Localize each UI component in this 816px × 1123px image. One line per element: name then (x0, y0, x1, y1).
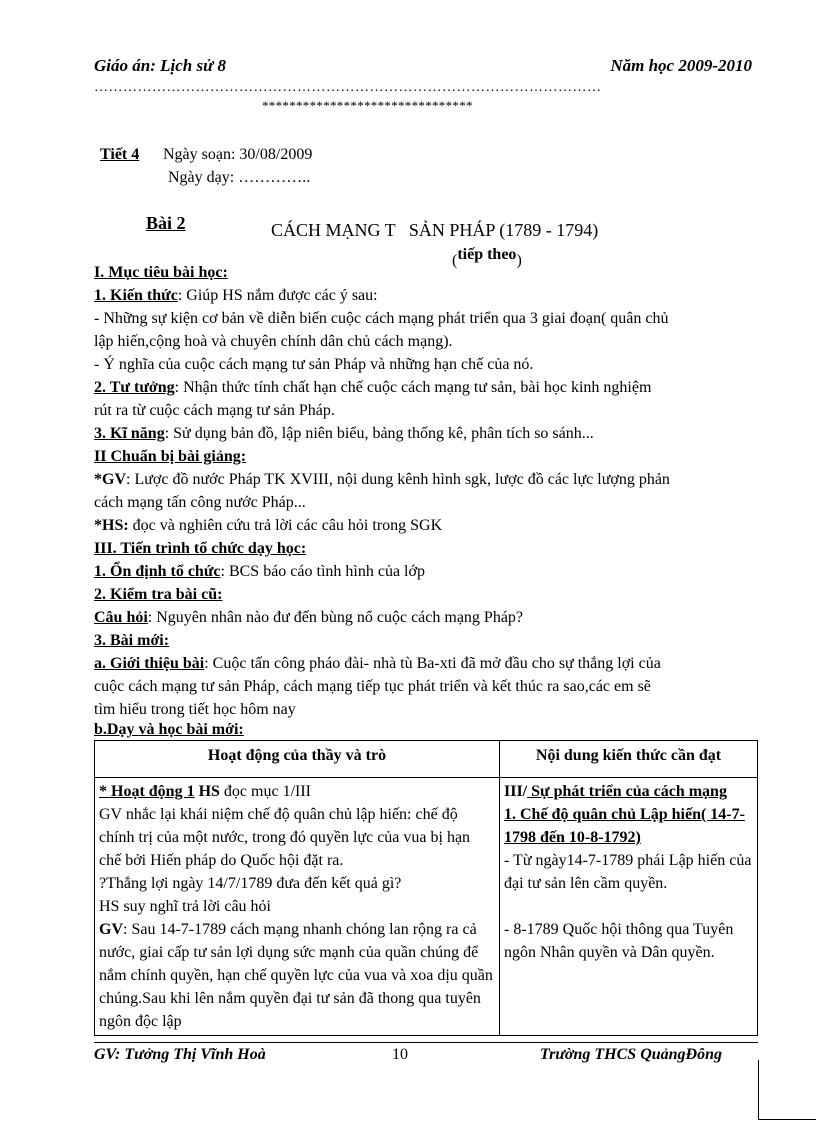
ideology-label: 2. Tư tưởng (94, 379, 175, 396)
lesson-number: Tiết 4 (100, 146, 140, 163)
page-number: 10 (392, 1046, 408, 1063)
content-subheading: 1. Chế độ quân chủ Lập hiến( 14-7-1798 đến 10-8-1792) (504, 806, 745, 846)
ideology-text: : Nhận thức tính chất hạn chế cuộc cách mạng tư sản, bài học kinh nghiệm (174, 379, 652, 396)
check-old-lesson: 2. Kiểm tra bài cũ: (94, 586, 223, 603)
lesson-table (94, 740, 758, 1036)
lesson-title: CÁCH MẠNG T SẢN PHÁP (1789 - 1794) (271, 220, 599, 240)
content-paragraph: - 8-1789 Quốc hội thông qua Tuyên ngôn Nhân quyền và Dân quyền. (504, 921, 734, 961)
star-divider: ******************************* (262, 98, 473, 113)
content-heading (504, 780, 753, 803)
activity-paragraph (99, 918, 495, 1033)
footer-school: Trường THCS QuảngĐông (539, 1046, 722, 1063)
subtitle-open: ( (452, 252, 458, 269)
content-paragraph: - Từ ngày14-7-1789 phái Lập hiến của đại tư sản lên cầm quyền. (504, 852, 752, 892)
text-line: cách mạng tấn công nước Pháp... (94, 494, 306, 511)
hs-text: đọc và nghiên cứu trả lời các câu hỏi trong SGK (128, 517, 443, 534)
skills-text: : Sử dụng bản đồ, lập niên biểu, bảng thống kê, phân tích so sánh... (164, 425, 594, 442)
text-line: lập hiến,cộng hoà và chuyên chính dân chủ cách mạng). (94, 333, 453, 350)
ideology-line (94, 379, 651, 397)
text-line: - Ý nghĩa của cuộc cách mạng tư sản Pháp và những hạn chế của nó. (94, 356, 534, 373)
footer-rule (94, 1042, 758, 1043)
activity-hs: HS (194, 783, 220, 800)
knowledge-line (94, 287, 378, 305)
table-header-content: Nội dung kiến thức cần đạt (500, 741, 758, 778)
section-procedure: III. Tiến trình tổ chức dạy học: (94, 540, 307, 557)
content-heading-title: Sự phát triển của cách mạng (527, 783, 727, 800)
crop-mark (758, 1060, 759, 1120)
text-line: - Những sự kiện cơ bản về diễn biến cuộc cách mạng phát triển qua 3 giai đoạn( quân chủ (94, 310, 669, 327)
activity-paragraph: HS suy nghĩ trả lời câu hỏi (99, 898, 271, 915)
intro-label: a. Giới thiệu bài (94, 655, 205, 672)
footer-teacher: GV: Tưởng Thị Vĩnh Hoà (94, 1046, 266, 1063)
crop-mark (758, 1119, 816, 1120)
activity-paragraph: GV nhắc lại khái niệm chế độ quân chủ lập hiến: chế độ chính trị của một nước, trong đó quyền lực của vua bị hạn chế bởi Hiến pháp do Quốc hội đặt ra. (99, 806, 471, 869)
activity-question: ?Thắng lợi ngày 14/7/1789 đưa đến kết quả gì? (99, 875, 402, 892)
activity-label: * Hoạt động 1 (99, 783, 195, 800)
gv-label: *GV (94, 471, 126, 488)
activity-heading (99, 780, 495, 803)
section-preparation: II Chuẩn bị bài giảng: (94, 448, 247, 465)
intro-text: : Cuộc tấn công pháo đài- nhà tù Ba-xti đã mở đầu cho sự thắng lợi của (204, 655, 661, 672)
table-header-activities: Hoạt động của thầy và trò (95, 741, 500, 778)
stabilize-label: 1. Ổn định tổ chức (94, 563, 221, 580)
intro-line (94, 655, 661, 673)
text-line: cuộc cách mạng tư sản Pháp, cách mạng tiếp tục phát triển và kết thúc ra sao,các em sẽ (94, 678, 651, 695)
skills-label: 3. Kĩ năng (94, 425, 165, 442)
lesson-subtitle (452, 246, 522, 269)
prep-date: Ngày soạn: 30/08/2009 (163, 146, 313, 163)
question-line (94, 609, 523, 627)
activity-text: đọc mục 1/III (219, 783, 311, 800)
section-objectives: I. Mục tiêu bài học: (94, 264, 228, 281)
header-school-year: Năm học 2009-2010 (610, 56, 752, 75)
knowledge-text: : Giúp HS nắm được các ý sau: (177, 287, 378, 304)
teach-date: Ngày dạy: ………….. (168, 169, 311, 186)
hs-label: *HS: (94, 517, 129, 534)
subtitle-close: ) (516, 252, 522, 269)
skills-line (94, 425, 594, 443)
gv-explanation: : Sau 14-7-1789 cách mạng nhanh chóng lan rộng ra cả nước, giai cấp tư sản lợi dụng sức mạnh của quần chúng để nắm chính quyền, hạn chế quyền lực của vua và xoa dịu quần chúng.Sau khi lên nắm quyền đại tư sản đã thong qua tuyên ngôn độc lập (99, 921, 493, 1030)
question-label: Câu hỏi (94, 609, 148, 626)
gv-label: GV (99, 921, 123, 938)
lesson-label: Bài 2 (146, 213, 186, 233)
content-cell (500, 778, 758, 1036)
header-subject: Giáo án: Lịch sử 8 (94, 56, 227, 75)
stabilize-line (94, 563, 425, 581)
text-line: tìm hiểu trong tiết học hôm nay (94, 701, 296, 718)
knowledge-label: 1. Kiến thức (94, 287, 178, 304)
subtitle-text: tiếp theo (457, 246, 517, 263)
text-line: rút ra từ cuộc cách mạng tư sản Pháp. (94, 402, 335, 419)
content-heading-prefix: III/ (504, 783, 528, 800)
new-lesson: 3. Bài mới: (94, 632, 170, 649)
header-dotted-rule: …………………………………………………………………………………………… (94, 80, 602, 95)
hs-prep-line (94, 517, 442, 535)
stabilize-text: : BCS báo cáo tình hình của lớp (220, 563, 425, 580)
activities-cell (95, 778, 500, 1036)
gv-prep-line (94, 471, 670, 489)
question-text: : Nguyên nhân nào đư đến bùng nổ cuộc cách mạng Pháp? (147, 609, 524, 626)
teaching-heading: b.Dạy và học bài mới: (94, 721, 244, 738)
gv-text: : Lược đồ nước Pháp TK XVIII, nội dung kênh hình sgk, lược đồ các lực lượng phản (126, 471, 670, 488)
